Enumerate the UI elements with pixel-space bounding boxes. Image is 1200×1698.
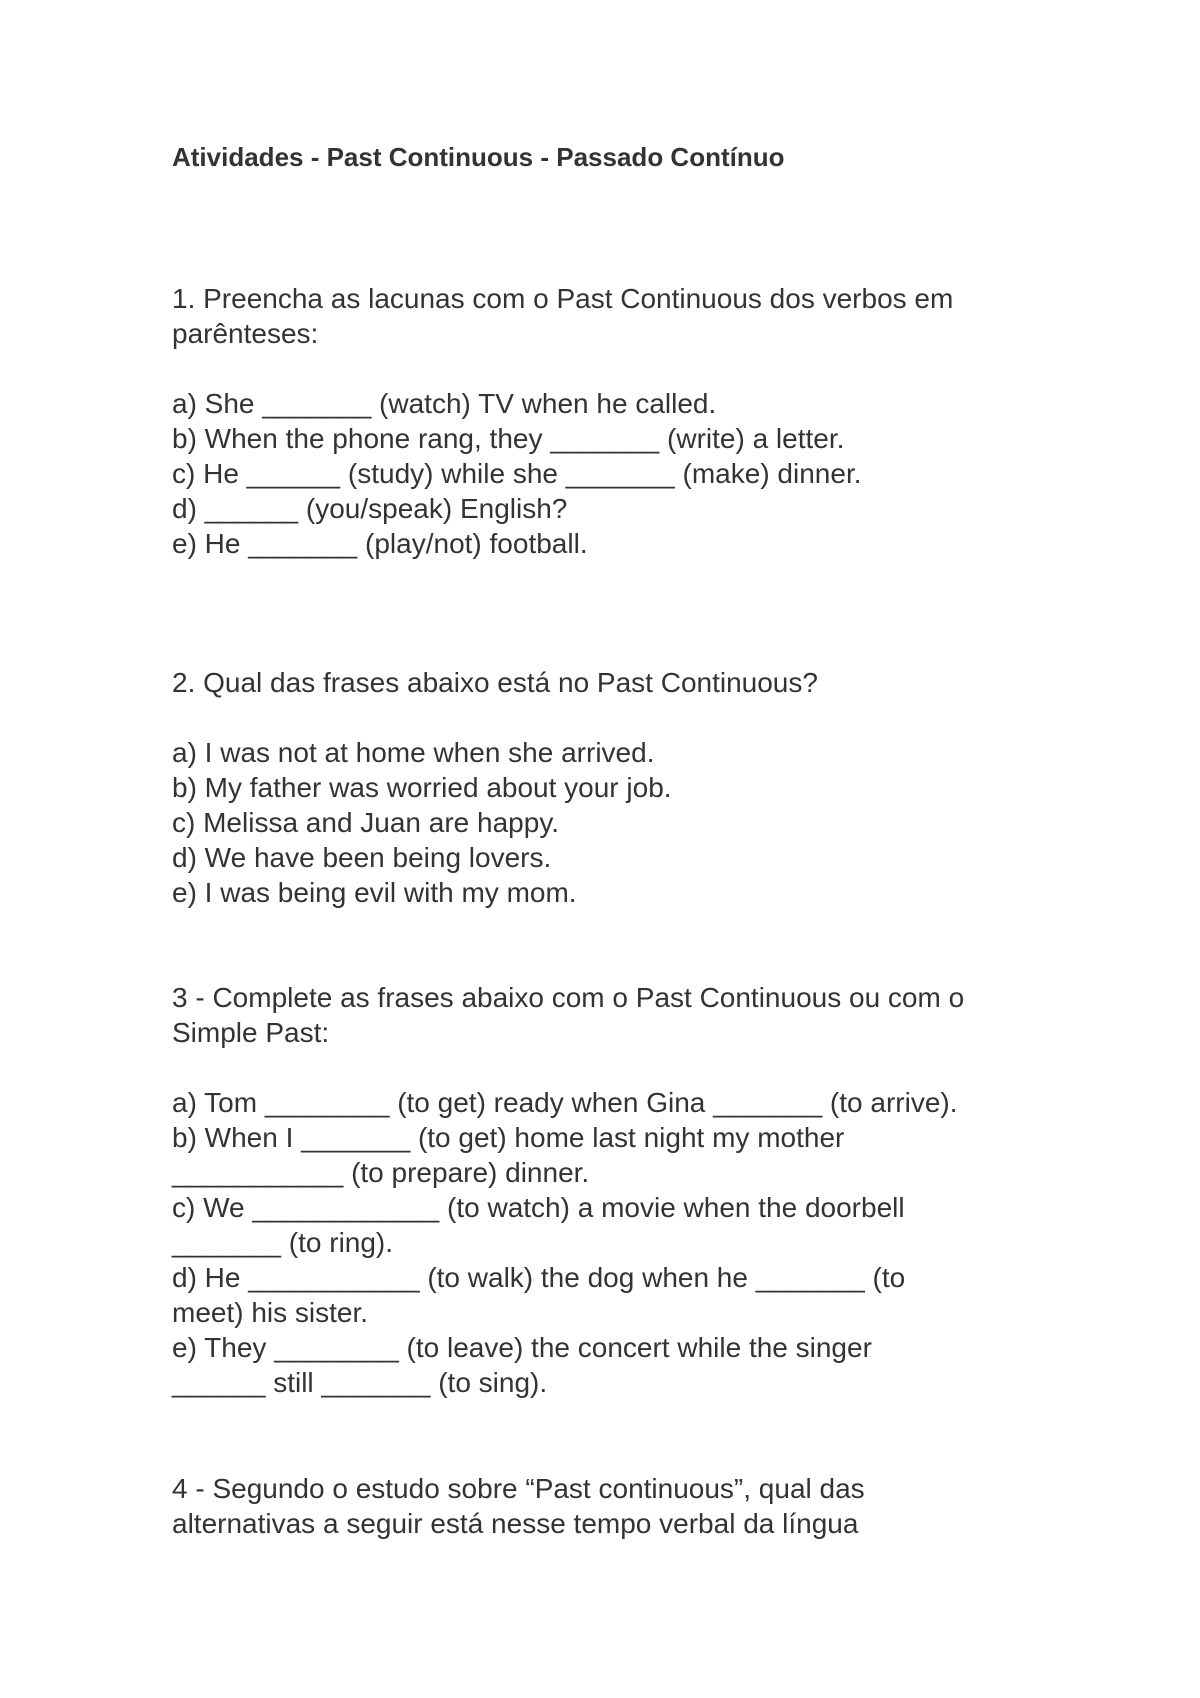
- question-1: [172, 281, 1052, 561]
- question-3-prompt-line-2: Simple Past:: [172, 1017, 330, 1048]
- question-2-item-a: a) I was not at home when she arrived.: [172, 737, 655, 768]
- question-2-item-c: c) Melissa and Juan are happy.: [172, 807, 560, 838]
- question-3-item-c-line-2: _______ (to ring).: [172, 1227, 394, 1258]
- question-4: [172, 1471, 1052, 1541]
- question-4-prompt-line-1: 4 - Segundo o estudo sobre “Past continuous”, qual das: [172, 1473, 865, 1504]
- question-1-item-b: b) When the phone rang, they _______ (write) a letter.: [172, 423, 845, 454]
- question-1-prompt-line-1: 1. Preencha as lacunas com o Past Continuous dos verbos em: [172, 283, 954, 314]
- page-title: Atividades - Past Continuous - Passado Contínuo: [172, 142, 785, 172]
- question-1-item-a: a) She _______ (watch) TV when he called.: [172, 388, 717, 419]
- question-3: [172, 980, 1052, 1400]
- question-3-item-d-line-2: meet) his sister.: [172, 1297, 369, 1328]
- question-2: [172, 665, 1052, 910]
- question-1-item-c: c) He ______ (study) while she _______ (make) dinner.: [172, 458, 862, 489]
- question-3-item-c-line-1: c) We ____________ (to watch) a movie when the doorbell: [172, 1192, 905, 1223]
- question-3-prompt-line-1: 3 - Complete as frases abaixo com o Past Continuous ou com o: [172, 982, 965, 1013]
- question-3-item-b-line-1: b) When I _______ (to get) home last night my mother: [172, 1122, 845, 1153]
- question-2-item-b: b) My father was worried about your job.: [172, 772, 672, 803]
- question-2-prompt: 2. Qual das frases abaixo está no Past Continuous?: [172, 667, 818, 698]
- question-3-item-e-line-1: e) They ________ (to leave) the concert while the singer: [172, 1332, 872, 1363]
- question-3-item-a: a) Tom ________ (to get) ready when Gina _______ (to arrive).: [172, 1087, 958, 1118]
- question-2-item-e: e) I was being evil with my mom.: [172, 877, 577, 908]
- question-1-item-d: d) ______ (you/speak) English?: [172, 493, 568, 524]
- question-1-item-e: e) He _______ (play/not) football.: [172, 528, 588, 559]
- question-1-prompt-line-2: parênteses:: [172, 318, 319, 349]
- question-3-item-b-line-2: ___________ (to prepare) dinner.: [172, 1157, 590, 1188]
- question-3-item-d-line-1: d) He ___________ (to walk) the dog when he _______ (to: [172, 1262, 906, 1293]
- question-4-prompt-line-2: alternativas a seguir está nesse tempo verbal da língua: [172, 1508, 859, 1539]
- question-3-item-e-line-2: ______ still _______ (to sing).: [172, 1367, 548, 1398]
- question-2-item-d: d) We have been being lovers.: [172, 842, 552, 873]
